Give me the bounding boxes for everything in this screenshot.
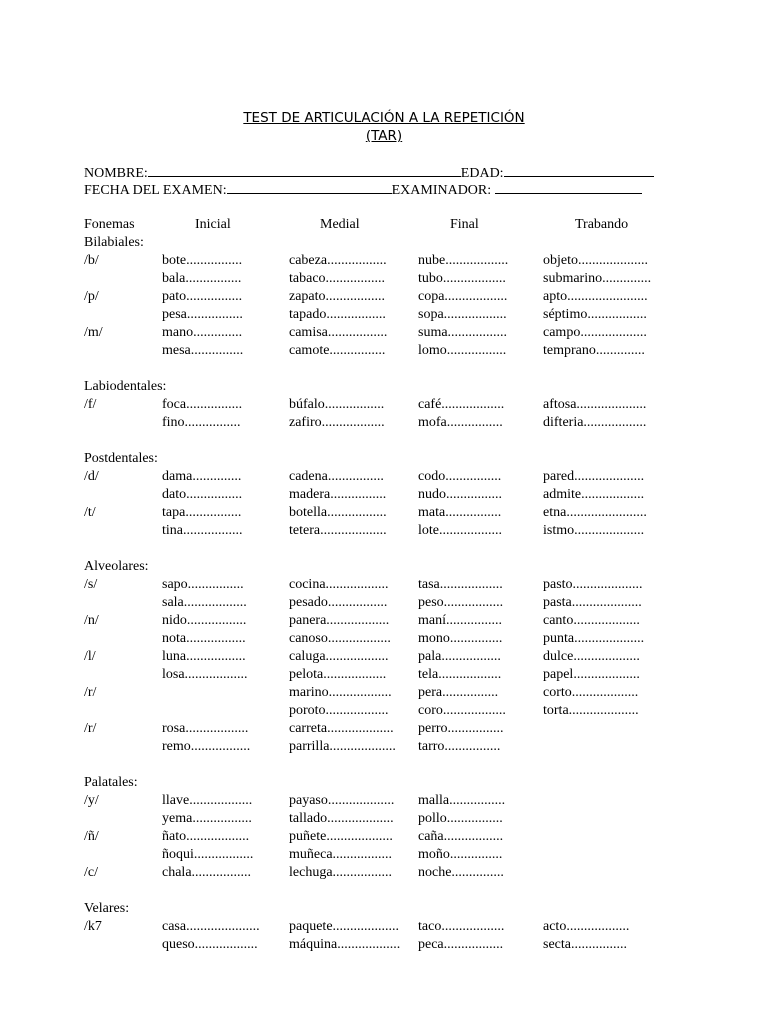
medial-word: camote................ xyxy=(289,343,386,358)
inicial-word: ñoqui................. xyxy=(162,847,254,862)
trabando-word: istmo.................... xyxy=(543,523,645,538)
trabando-word: etna....................... xyxy=(543,505,647,520)
inicial-word: chala................. xyxy=(162,865,252,880)
inicial-word: pato................ xyxy=(162,289,243,304)
final-word: malla................ xyxy=(418,793,506,808)
medial-word: zafiro.................. xyxy=(289,415,385,430)
inicial-word: dato................ xyxy=(162,487,243,502)
fecha-row xyxy=(84,181,642,200)
inicial-word: bote................ xyxy=(162,253,243,268)
medial-word: madera................ xyxy=(289,487,387,502)
document-title: TEST DE ARTICULACIÓN A LA REPETICIÓN xyxy=(243,110,525,126)
final-word: nube.................. xyxy=(418,253,509,268)
final-word: lomo................. xyxy=(418,343,507,358)
medial-word: muñeca................. xyxy=(289,847,393,862)
trabando-word: acto.................. xyxy=(543,919,630,934)
inicial-word: nido................. xyxy=(162,613,247,628)
inicial-word: ñato.................. xyxy=(162,829,250,844)
medial-word: zapato................. xyxy=(289,289,386,304)
inicial-word: pesa................ xyxy=(162,307,243,322)
final-word: codo................ xyxy=(418,469,502,484)
medial-word: botella................. xyxy=(289,505,387,520)
medial-word: cocina.................. xyxy=(289,577,389,592)
final-word: mono............... xyxy=(418,631,503,646)
inicial-word: casa..................... xyxy=(162,919,260,934)
trabando-word: punta.................... xyxy=(543,631,645,646)
inicial-word: remo................. xyxy=(162,739,251,754)
medial-word: lechuga................. xyxy=(289,865,393,880)
inicial-word: fino................ xyxy=(162,415,241,430)
inicial-word: nota................. xyxy=(162,631,246,646)
inicial-word: tapa................ xyxy=(162,505,242,520)
phoneme-label: /r/ xyxy=(84,685,97,700)
edad-field[interactable] xyxy=(504,164,654,177)
final-word: perro................ xyxy=(418,721,504,736)
column-header-fonemas: Fonemas xyxy=(84,217,135,232)
document-subtitle: (TAR) xyxy=(365,128,403,144)
phoneme-label: /s/ xyxy=(84,577,98,592)
trabando-word: secta................ xyxy=(543,937,627,952)
medial-word: camisa................. xyxy=(289,325,388,340)
medial-word: máquina.................. xyxy=(289,937,401,952)
phoneme-label: /n/ xyxy=(84,613,99,628)
group-heading: Labiodentales: xyxy=(84,379,167,394)
final-word: café.................. xyxy=(418,397,505,412)
phoneme-label: /r/ xyxy=(84,721,97,736)
phoneme-label: /d/ xyxy=(84,469,99,484)
phoneme-label: /m/ xyxy=(84,325,103,340)
final-word: caña................. xyxy=(418,829,504,844)
medial-word: canoso.................. xyxy=(289,631,391,646)
trabando-word: admite.................. xyxy=(543,487,645,502)
phoneme-label: /y/ xyxy=(84,793,99,808)
trabando-word: difteria.................. xyxy=(543,415,647,430)
medial-word: marino.................. xyxy=(289,685,392,700)
final-word: pala................. xyxy=(418,649,501,664)
final-word: copa.................. xyxy=(418,289,508,304)
edad-label: EDAD: xyxy=(460,166,504,181)
trabando-word: pared.................... xyxy=(543,469,645,484)
medial-word: parrilla................... xyxy=(289,739,396,754)
final-word: coro.................. xyxy=(418,703,506,718)
final-word: noche............... xyxy=(418,865,504,880)
trabando-word: pasta.................... xyxy=(543,595,642,610)
medial-word: pesado................. xyxy=(289,595,388,610)
final-word: pollo................ xyxy=(418,811,503,826)
medial-word: carreta................... xyxy=(289,721,394,736)
trabando-word: apto....................... xyxy=(543,289,648,304)
inicial-word: bala................ xyxy=(162,271,242,286)
phoneme-label: /t/ xyxy=(84,505,96,520)
final-word: peca................. xyxy=(418,937,504,952)
medial-word: caluga.................. xyxy=(289,649,389,664)
inicial-word: llave.................. xyxy=(162,793,253,808)
group-heading: Postdentales: xyxy=(84,451,158,466)
group-heading: Alveolares: xyxy=(84,559,149,574)
examinador-label: EXAMINADOR: xyxy=(391,183,492,198)
medial-word: payaso................... xyxy=(289,793,395,808)
inicial-word: losa.................. xyxy=(162,667,248,682)
group-heading: Bilabiales: xyxy=(84,235,144,250)
nombre-field[interactable] xyxy=(148,164,461,177)
fecha-field[interactable] xyxy=(227,181,392,194)
final-word: nudo................ xyxy=(418,487,502,502)
final-word: tasa.................. xyxy=(418,577,503,592)
phoneme-label: /k7 xyxy=(84,919,102,934)
medial-word: tallado................... xyxy=(289,811,394,826)
phoneme-label: /f/ xyxy=(84,397,97,412)
trabando-word: submarino.............. xyxy=(543,271,652,286)
medial-word: tapado................. xyxy=(289,307,386,322)
medial-word: cadena................ xyxy=(289,469,384,484)
phoneme-label: /p/ xyxy=(84,289,99,304)
final-word: suma................. xyxy=(418,325,508,340)
final-word: mofa................ xyxy=(418,415,503,430)
inicial-word: sala.................. xyxy=(162,595,247,610)
inicial-word: sapo................ xyxy=(162,577,244,592)
trabando-word: objeto.................... xyxy=(543,253,648,268)
medial-word: cabeza................. xyxy=(289,253,387,268)
medial-word: tabaco................. xyxy=(289,271,386,286)
medial-word: puñete................... xyxy=(289,829,393,844)
medial-word: panera.................. xyxy=(289,613,390,628)
phoneme-label: /l/ xyxy=(84,649,96,664)
trabando-word: séptimo................. xyxy=(543,307,647,322)
phoneme-label: /ñ/ xyxy=(84,829,99,844)
medial-word: pelota.................. xyxy=(289,667,387,682)
trabando-word: canto................... xyxy=(543,613,640,628)
trabando-word: pasto.................... xyxy=(543,577,643,592)
trabando-word: torta.................... xyxy=(543,703,639,718)
fecha-label: FECHA DEL EXAMEN: xyxy=(84,183,227,198)
final-word: tela.................. xyxy=(418,667,502,682)
final-word: maní................ xyxy=(418,613,502,628)
inicial-word: dama.............. xyxy=(162,469,242,484)
final-word: peso................. xyxy=(418,595,504,610)
medial-word: poroto.................. xyxy=(289,703,389,718)
column-header-trabando: Trabando xyxy=(575,217,629,232)
column-header-inicial: Inicial xyxy=(195,217,231,232)
inicial-word: rosa.................. xyxy=(162,721,249,736)
medial-word: tetera................... xyxy=(289,523,387,538)
final-word: sopa.................. xyxy=(418,307,507,322)
trabando-word: temprano.............. xyxy=(543,343,645,358)
trabando-word: corto................... xyxy=(543,685,639,700)
inicial-word: queso.................. xyxy=(162,937,258,952)
final-word: tubo.................. xyxy=(418,271,506,286)
column-header-final: Final xyxy=(450,217,479,232)
nombre-label: NOMBRE: xyxy=(84,166,148,181)
final-word: pera................ xyxy=(418,685,499,700)
inicial-word: luna................. xyxy=(162,649,246,664)
trabando-word: aftosa.................... xyxy=(543,397,647,412)
final-word: mata................ xyxy=(418,505,502,520)
inicial-word: yema................. xyxy=(162,811,252,826)
final-word: tarro................ xyxy=(418,739,501,754)
trabando-word: dulce................... xyxy=(543,649,640,664)
medial-word: búfalo................. xyxy=(289,397,385,412)
inicial-word: mesa............... xyxy=(162,343,244,358)
column-header-medial: Medial xyxy=(320,217,360,232)
inicial-word: tina................. xyxy=(162,523,243,538)
group-heading: Palatales: xyxy=(84,775,138,790)
phoneme-label: /b/ xyxy=(84,253,99,268)
trabando-word: campo................... xyxy=(543,325,647,340)
final-word: moño............... xyxy=(418,847,503,862)
group-heading: Velares: xyxy=(84,901,130,916)
examinador-field[interactable] xyxy=(495,181,642,194)
trabando-word: papel................... xyxy=(543,667,640,682)
phoneme-label: /c/ xyxy=(84,865,98,880)
inicial-word: foca................ xyxy=(162,397,243,412)
inicial-word: mano.............. xyxy=(162,325,243,340)
final-word: taco.................. xyxy=(418,919,505,934)
final-word: lote.................. xyxy=(418,523,502,538)
medial-word: paquete................... xyxy=(289,919,400,934)
